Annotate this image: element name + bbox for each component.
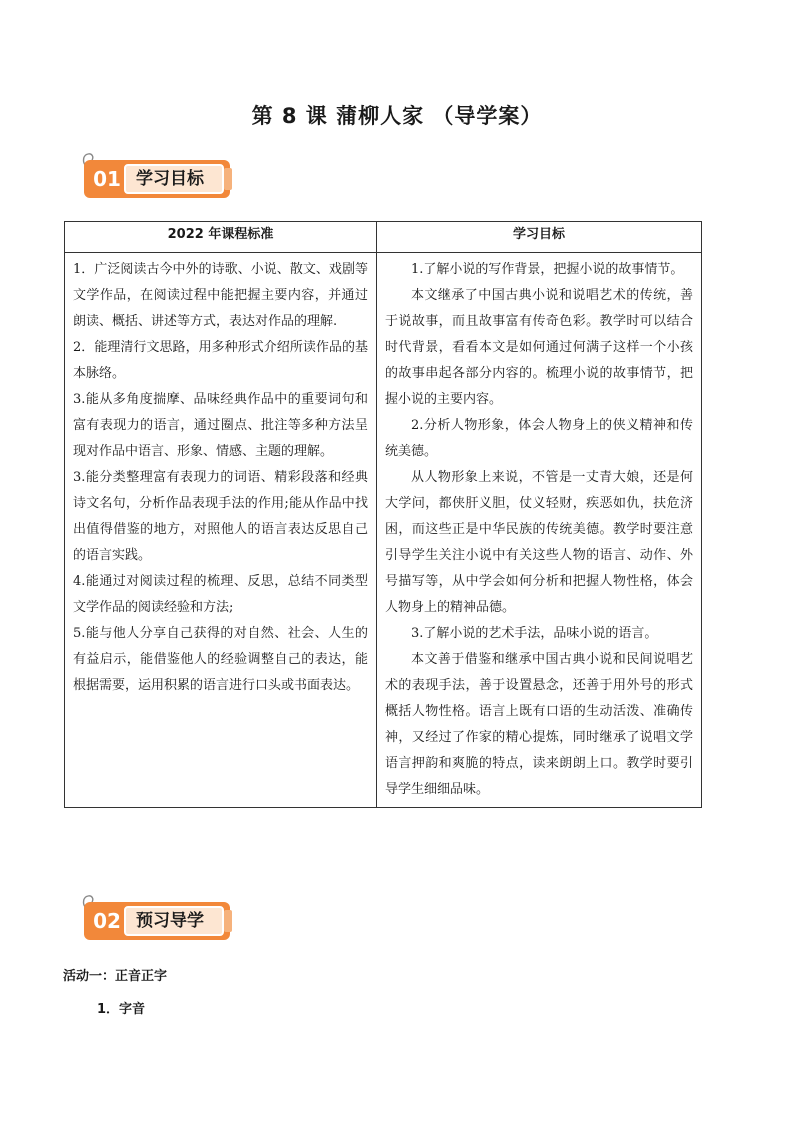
section-number: 01 — [93, 167, 121, 191]
page-title: 第 8 课 蒲柳人家 （导学案） — [251, 104, 543, 128]
section-label: 学习目标 — [136, 169, 204, 189]
badge-notch — [224, 168, 232, 190]
table-header-objectives: 学习目标 — [377, 222, 702, 253]
activity-subheading: 1．字音 — [97, 1002, 146, 1017]
section-badge-learning-goals — [80, 150, 232, 200]
standard-item: 5.能与他人分享自己获得的对自然、社会、人生的有益启示，能借鉴他人的经验调整自己的表达，能根据需要，运用积累的语言进行口头或书面表达。 — [73, 626, 368, 693]
objective-item: 2.分析人物形象，体会人物身上的侠义精神和传统美德。 — [385, 418, 693, 459]
standard-item: 4.能通过对阅读过程的梳理、反思，总结不同类型文学作品的阅读经验和方法; — [73, 574, 368, 615]
table-header-standards: 2022 年课程标准 — [65, 222, 377, 253]
activity-title: 活动一：正音正字 — [63, 969, 168, 984]
section-label: 预习导学 — [136, 911, 204, 931]
objective-item: 1.了解小说的写作背景，把握小说的故事情节。 — [411, 262, 684, 277]
objective-detail: 本文继承了中国古典小说和说唱艺术的传统，善于说故事，而且故事富有传奇色彩。教学时可以结合时代背景，看看本文是如何通过何满子这样一个小孩的故事串起各部分内容的。梳理小说的故事情节，把握小说的主要内容。 — [385, 288, 693, 407]
objectives-cell — [377, 253, 702, 808]
standards-cell — [65, 253, 377, 808]
learning-goals-table — [64, 221, 702, 808]
badge-label-box — [124, 906, 224, 936]
standard-item: 1．广泛阅读古今中外的诗歌、小说、散文、戏剧等文学作品，在阅读过程中能把握主要内容，并通过朗读、概括、讲述等方式，表达对作品的理解. — [73, 262, 368, 329]
badge-label-box — [124, 164, 224, 194]
badge-body — [84, 160, 230, 198]
standard-item: 2．能理清行文思路，用多种形式介绍所读作品的基本脉络。 — [73, 340, 368, 381]
objective-item: 3.了解小说的艺术手法，品味小说的语言。 — [411, 626, 658, 641]
badge-body — [84, 902, 230, 940]
objective-detail: 本文善于借鉴和继承中国古典小说和民间说唱艺术的表现手法，善于设置悬念，还善于用外号的形式概括人物性格。语言上既有口语的生动活泼、准确传神，又经过了作家的精心提炼，同时继承了说唱文学语言押韵和爽脆的特点，读来朗朗上口。教学时要引导学生细细品味。 — [385, 652, 693, 797]
standard-item: 3.能分类整理富有表现力的词语、精彩段落和经典诗文名句，分析作品表现手法的作用;能从作品中找出值得借鉴的地方，对照他人的语言表达反思自己的语言实践。 — [73, 470, 368, 563]
section-badge-preview-guide — [80, 892, 232, 942]
badge-notch — [224, 910, 232, 932]
objective-detail: 从人物形象上来说，不管是一丈青大娘，还是何大学问，都侠肝义胆，仗义轻财，疾恶如仇，扶危济困，而这些正是中华民族的传统美德。教学时要注意引导学生关注小说中有关这些人物的语言、动作、外号描写等，从中学会如何分析和把握人物性格，体会人物身上的精神品德。 — [385, 470, 693, 615]
section-number: 02 — [93, 909, 121, 933]
standard-item: 3.能从多角度揣摩、品味经典作品中的重要词句和富有表现力的语言，通过圈点、批注等多种方法呈现对作品中语言、形象、情感、主题的理解。 — [73, 392, 368, 459]
